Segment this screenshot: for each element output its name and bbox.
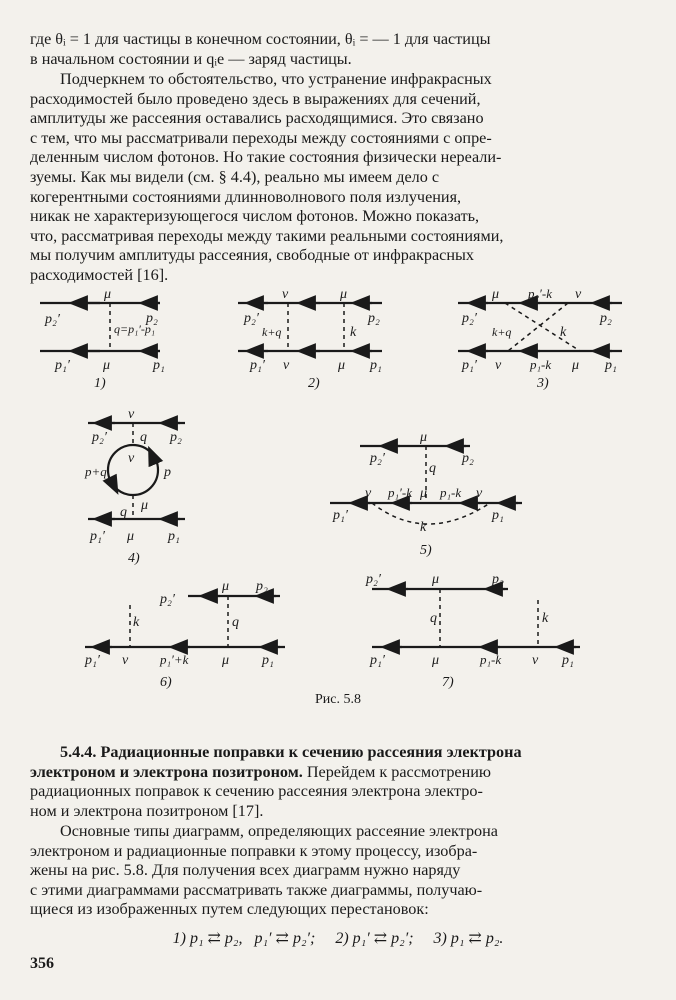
- diagram-label: μ: [420, 486, 428, 501]
- page-number: 356: [30, 955, 54, 972]
- diagram-label: μ: [222, 579, 230, 594]
- diagram-label: p₁′: [250, 358, 265, 373]
- diagram-label: p₁′: [370, 653, 385, 668]
- text-line: где θᵢ = 1 для частицы в конечном состоянии, θᵢ = — 1 для частицы: [30, 30, 491, 48]
- diagram-label: μ: [432, 653, 440, 668]
- diagram-label: k+q: [262, 325, 282, 339]
- diagram-label: p₂: [170, 430, 182, 445]
- diagram-label: ν: [128, 407, 135, 422]
- diagram-label: p₁′: [90, 529, 105, 544]
- text-line: расходимостей [16].: [30, 265, 169, 284]
- diagram-label: p₂′: [370, 451, 385, 466]
- diagram-label: p: [164, 465, 171, 480]
- diagram-label: μ: [222, 653, 230, 668]
- diagram-number: 5): [420, 543, 432, 558]
- diagram-label: μ: [420, 430, 428, 445]
- text-line: в начальном состоянии и qᵢe — заряд частицы.: [30, 49, 352, 68]
- diagram-label: p₁′: [85, 653, 100, 668]
- diagram-number: 1): [94, 376, 106, 391]
- diagram-label: k: [560, 325, 567, 340]
- text-line: щиеся из изображенных путем следующих перестановок:: [30, 900, 429, 919]
- diagram-label: k: [542, 611, 549, 626]
- text-line: жены на рис. 5.8. Для получения всех диаграмм нужно наряду: [30, 861, 461, 880]
- diagram-label: p₁: [262, 653, 274, 668]
- diagram-number: 2): [308, 376, 320, 391]
- diagram-label: μ: [338, 358, 346, 373]
- diagram-label: p₁′-k: [388, 485, 412, 500]
- diagram-label: μ: [103, 358, 111, 373]
- diagram-label: μ: [572, 358, 580, 373]
- diagram-label: ν: [365, 486, 372, 501]
- diagram-6: [85, 596, 285, 647]
- diagram-2: [238, 303, 382, 351]
- diagram-label: p₂: [462, 451, 474, 466]
- text-line: [30, 763, 640, 783]
- figure-caption: Рис. 5.8: [315, 692, 361, 707]
- diagram-label: μ: [104, 287, 112, 302]
- section-paragraph: [30, 743, 640, 821]
- diagram-label: p₁: [168, 529, 180, 544]
- text-line: радиационных поправок к сечению рассеяния электрона электро-: [30, 782, 483, 801]
- diagram-label: p₁-k: [480, 652, 502, 667]
- diagram-label: ν: [575, 287, 582, 302]
- diagram-label: k: [420, 520, 427, 535]
- text-line: деленным числом фотонов. Но такие состояния физически нереали-: [30, 148, 502, 167]
- diagram-label: p₁′: [55, 358, 70, 373]
- text-line: зуемы. Как мы видели (см. § 4.4), реально мы имеем дело с: [30, 167, 440, 186]
- section-title-line: электроном и электрона позитроном.: [30, 762, 303, 781]
- diagram-label: p₂′: [92, 430, 107, 445]
- diagram-label: μ: [127, 529, 135, 544]
- diagram-3: [458, 303, 622, 351]
- diagram-label: ν: [476, 486, 483, 501]
- diagram-label: p₁-k: [530, 357, 552, 372]
- diagram-label: p₁′+k: [160, 652, 189, 667]
- diagram-label: ν: [282, 287, 289, 302]
- diagram-label: q=p₁′-p₁: [114, 322, 156, 336]
- diagram-label: μ: [432, 572, 440, 587]
- text-line: Подчеркнем то обстоятельство, что устранение инфракрасных: [60, 70, 492, 88]
- diagram-label: k+q: [492, 325, 512, 339]
- text-line: электроном и радиационные поправки к этому процессу, изобра-: [30, 841, 478, 860]
- diagram-label: μ: [340, 287, 348, 302]
- diagram-label: ν: [122, 653, 129, 668]
- section-title-line: 5.4.4. Радиационные поправки к сечению рассеяния электрона: [60, 743, 522, 761]
- text-line: расходимостей было проведено здесь в выражениях для сечений,: [30, 89, 481, 108]
- text-line: мы получим амплитуды рассеяния, свободные от инфракрасных: [30, 246, 474, 265]
- section-text: Перейдем к рассмотрению: [302, 762, 492, 781]
- diagram-label: q: [429, 461, 436, 476]
- diagram-label: q: [430, 611, 437, 626]
- diagram-label: p₁: [562, 653, 574, 668]
- text-line: когерентными состояниями длинноволнового поля излучения,: [30, 187, 462, 206]
- diagram-label: ν: [128, 451, 135, 466]
- diagram-label: p+q: [85, 464, 107, 479]
- paragraph-1: [30, 30, 640, 69]
- text-line: с этими диаграммами рассматривать также диаграммы, получаю-: [30, 880, 483, 899]
- diagram-number: 3): [537, 376, 549, 391]
- diagram-number: 4): [128, 551, 140, 566]
- diagram-number: 7): [442, 675, 454, 690]
- text-line: амплитуды же рассеяния оставались расходящимися. Это связано: [30, 109, 484, 128]
- diagram-label: q: [120, 505, 127, 520]
- text-line: что, рассматривая переходы между такими реальными состояниями,: [30, 226, 504, 245]
- diagram-label: p₂′: [244, 311, 259, 326]
- text-line: с тем, что мы рассматривали переходы между состояниями с опре-: [30, 128, 492, 147]
- diagram-label: q: [140, 430, 147, 445]
- paragraph-4: [30, 822, 640, 920]
- diagram-label: p₂: [600, 311, 612, 326]
- diagram-label: p₁: [370, 358, 382, 373]
- diagram-label: p₁: [153, 358, 165, 373]
- text-line: Основные типы диаграмм, определяющих рассеяние электрона: [60, 822, 498, 840]
- diagram-label: p₂: [256, 579, 268, 594]
- diagram-label: k: [133, 615, 140, 630]
- diagram-7: [372, 589, 580, 647]
- diagram-label: p₁: [492, 508, 504, 523]
- diagram-label: p₂′-k: [528, 286, 552, 301]
- diagram-label: p₁′: [333, 508, 348, 523]
- diagram-label: μ: [141, 498, 149, 513]
- diagram-label: p₂′: [160, 592, 175, 607]
- diagram-label: p₂: [492, 572, 504, 587]
- diagram-label: ν: [283, 358, 290, 373]
- diagram-label: p₂′: [462, 311, 477, 326]
- diagram-label: p₂′: [45, 312, 60, 327]
- diagram-label: k: [350, 325, 357, 340]
- paragraph-2: [30, 70, 640, 286]
- diagram-label: ν: [532, 653, 539, 668]
- diagram-label: p₂: [368, 311, 380, 326]
- diagram-label: μ: [492, 287, 500, 302]
- diagram-label: ν: [495, 358, 502, 373]
- diagram-label: p₂: [146, 311, 158, 326]
- diagram-label: p₁-k: [440, 485, 462, 500]
- diagram-label: p₁′: [462, 358, 477, 373]
- diagram-label: p₁: [605, 358, 617, 373]
- diagram-label: q: [232, 615, 239, 630]
- diagram-number: 6): [160, 675, 172, 690]
- text-line: ном и электрона позитроном [17].: [30, 801, 264, 820]
- diagram-label: p₂′: [366, 572, 381, 587]
- text-line: никак не характеризующегося числом фотонов. Можно показать,: [30, 207, 480, 226]
- feynman-diagrams-figure: [0, 280, 676, 690]
- permutation-formula: 1) p₁ ⇄ p₂, p₁′ ⇄ p₂′; 2) p₁′ ⇄ p₂′; 3) p₁ ⇄ p₂.: [172, 930, 504, 947]
